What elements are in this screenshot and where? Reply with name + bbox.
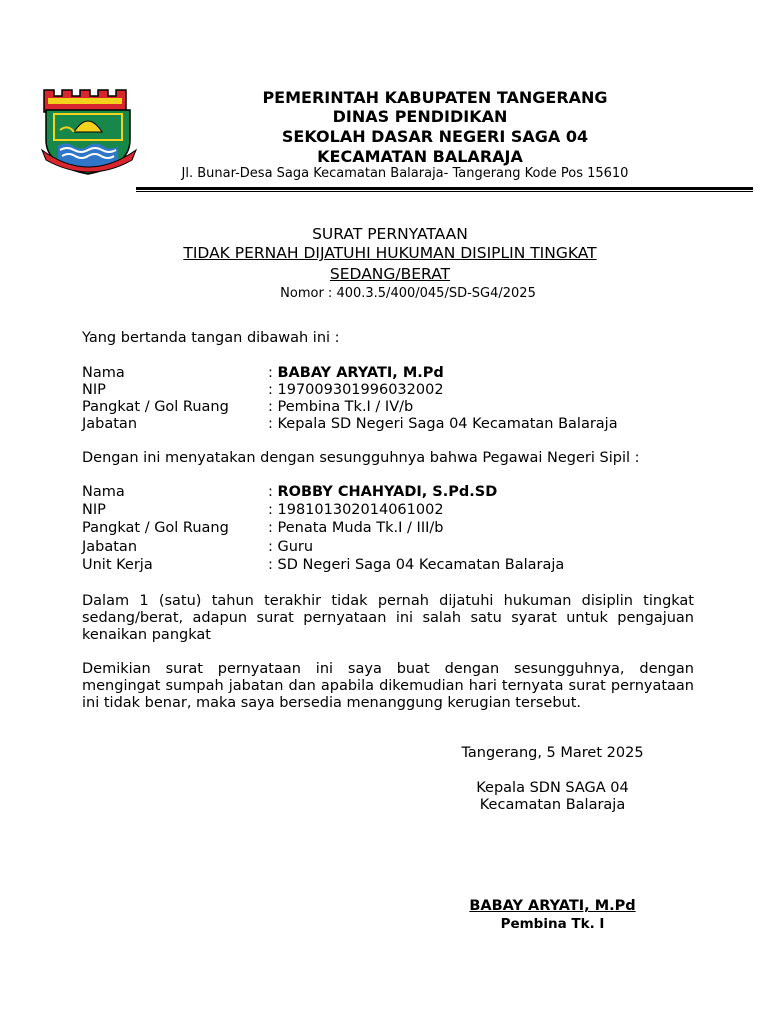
header-divider — [136, 187, 753, 190]
regency-logo — [40, 88, 138, 178]
header-government: PEMERINTAH KABUPATEN TANGERANG — [262, 88, 608, 107]
paragraph-2: Demikian surat pernyataan ini saya buat dengan sesungguhnya, dengan mengingat sumpah jabatan dan apabila dikemudian hari ternyata surat pernyataan ini tidak benar, maka saya bersedia menanggung kerugian tersebut. — [82, 661, 694, 711]
field-label: Nama — [82, 365, 125, 381]
signature-rank: Pembina Tk. I — [500, 916, 605, 932]
header-school: SEKOLAH DASAR NEGERI SAGA 04 — [281, 127, 589, 146]
header-department: DINAS PENDIDIKAN — [332, 107, 508, 126]
field-label: Pangkat / Gol Ruang — [82, 399, 229, 415]
employee-name: ROBBY CHAHYADI, S.Pd.SD — [277, 484, 498, 500]
field-label: Pangkat / Gol Ruang — [82, 520, 229, 536]
field-label: Jabatan — [82, 416, 138, 432]
field-label: Unit Kerja — [82, 557, 153, 573]
signer-name: BABAY ARYATI, M.Pd — [277, 365, 444, 381]
field-value: : Guru — [268, 539, 314, 555]
field-value: : Pembina Tk.I / IV/b — [268, 399, 414, 415]
field-label: Nama — [82, 484, 125, 500]
field-value: : Penata Muda Tk.I / III/b — [268, 520, 444, 536]
signature-name: BABAY ARYATI, M.Pd — [469, 898, 636, 914]
field-value: : 198101302014061002 — [268, 502, 444, 518]
field-value: : — [268, 484, 278, 500]
field-label: NIP — [82, 502, 106, 518]
doc-number: Nomor : 400.3.5/400/045/SD-SG4/2025 — [280, 286, 536, 301]
field-value: : — [268, 365, 278, 381]
field-value: : 197009301996032002 — [268, 382, 444, 398]
field-label: NIP — [82, 382, 106, 398]
field-value: : SD Negeri Saga 04 Kecamatan Balaraja — [268, 557, 565, 573]
doc-title: SURAT PERNYATAAN — [312, 225, 468, 243]
header-address: Jl. Bunar-Desa Saga Kecamatan Balaraja- Tangerang Kode Pos 15610 — [181, 166, 629, 181]
signer-position-2: Kecamatan Balaraja — [479, 797, 626, 813]
doc-subtitle-2: SEDANG/BERAT — [329, 265, 451, 283]
statement-text: Dengan ini menyatakan dengan sesungguhnya bahwa Pegawai Negeri Sipil : — [82, 450, 640, 466]
field-value: : Kepala SD Negeri Saga 04 Kecamatan Balaraja — [268, 416, 618, 432]
header-divider-thin — [136, 191, 753, 192]
intro-text: Yang bertanda tangan dibawah ini : — [82, 330, 340, 346]
paragraph-1: Dalam 1 (satu) tahun terakhir tidak pernah dijatuhi hukuman disiplin tingkat sedang/berat, adapun surat pernyataan ini salah satu syarat untuk pengajuan kenaikan pangkat — [82, 593, 694, 643]
doc-subtitle: TIDAK PERNAH DIJATUHI HUKUMAN DISIPLIN TINGKAT — [183, 244, 597, 262]
place-date: Tangerang, 5 Maret 2025 — [461, 745, 644, 761]
header-district: KECAMATAN BALARAJA — [317, 147, 523, 166]
field-label: Jabatan — [82, 539, 138, 555]
signer-position-1: Kepala SDN SAGA 04 — [476, 780, 629, 796]
